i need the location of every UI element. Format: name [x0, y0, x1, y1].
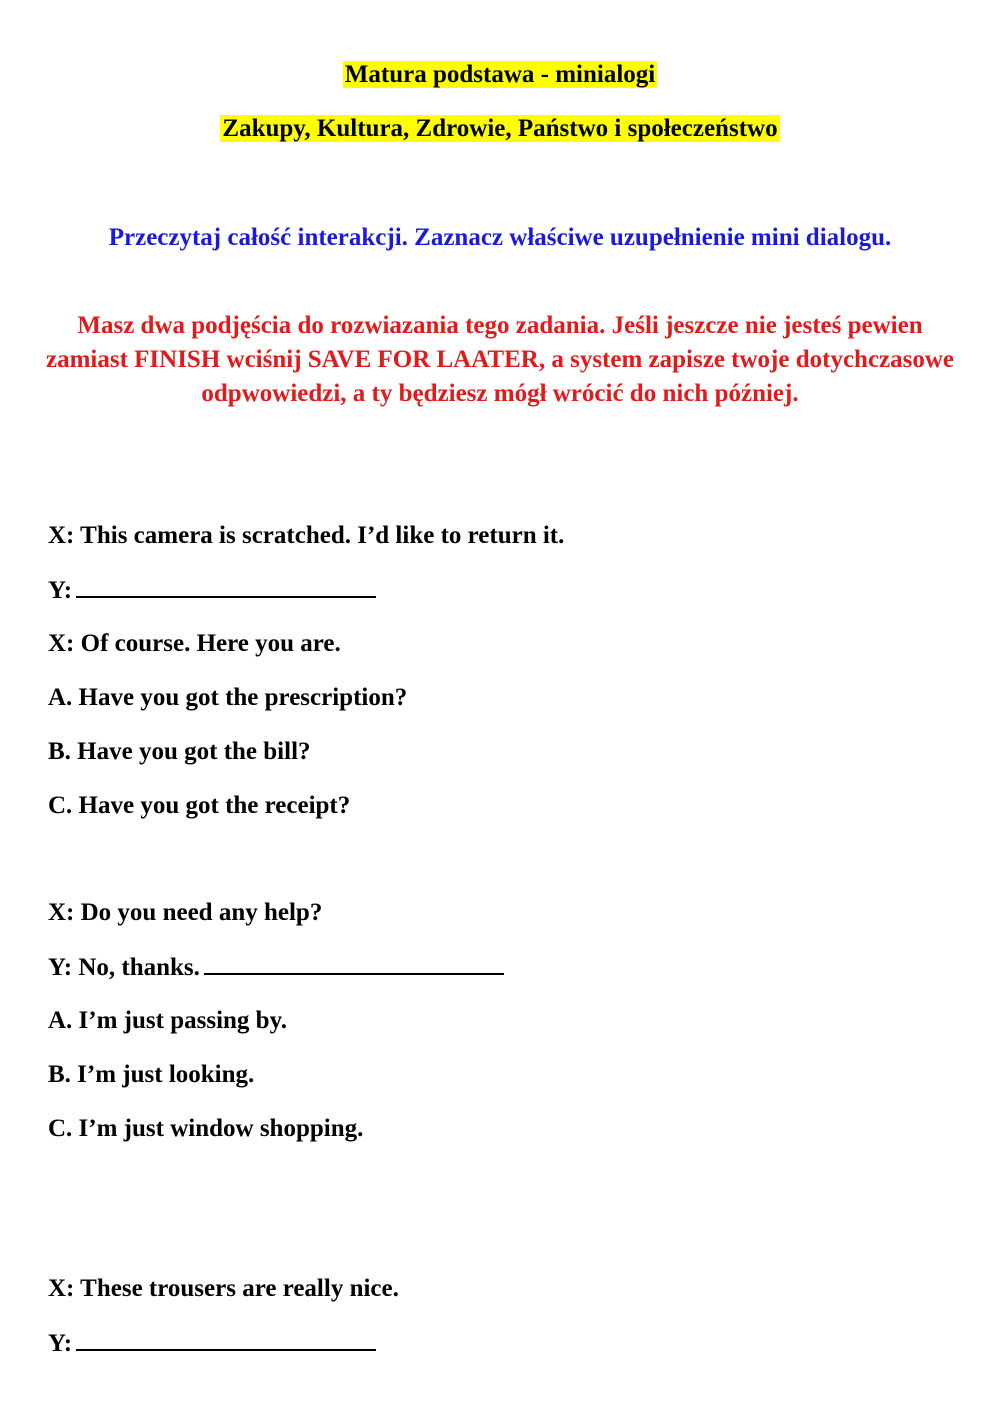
dialogue-2-blank[interactable]: [204, 951, 504, 975]
dialogue-1-option-b[interactable]: B. Have you got the bill?: [48, 738, 311, 765]
dialogue-1-line-3: X: Of course. Here you are.: [48, 630, 341, 657]
dialogue-2-speaker-y: Y: No, thanks.: [48, 954, 200, 981]
dialogue-1-blank[interactable]: [76, 574, 376, 598]
dialogue-3-line-2: [48, 1327, 376, 1360]
dialogue-2-option-a[interactable]: A. I’m just passing by.: [48, 1007, 287, 1034]
instruction-blue: Przeczytaj całość interakcji. Zaznacz właściwe uzupełnienie mini dialogu.: [108, 224, 892, 251]
dialogue-1-line-2: [48, 574, 376, 607]
dialogue-3-line-1: X: These trousers are really nice.: [48, 1275, 399, 1302]
dialogue-3-speaker-y: Y:: [48, 1330, 73, 1357]
dialogue-1-option-a[interactable]: A. Have you got the prescription?: [48, 684, 408, 711]
dialogue-2-line-2: [48, 951, 504, 984]
worksheet-subtitle: [0, 113, 1000, 145]
dialogue-3-blank[interactable]: [76, 1327, 376, 1351]
title-highlight: Matura podstawa - minialogi: [344, 61, 656, 88]
subtitle-highlight: Zakupy, Kultura, Zdrowie, Państwo i społeczeństwo: [222, 115, 778, 142]
dialogue-1-option-c[interactable]: C. Have you got the receipt?: [48, 792, 351, 819]
instruction-red: Masz dwa podjęścia do rozwiazania tego zadania. Jeśli jeszcze nie jesteś pewien zamiast FINISH wciśnij SAVE FOR LAATER, a system zapisze twoje dotychczasowe odpwowiedzi, a ty będziesz mógł wrócić do nich później.: [45, 312, 955, 407]
dialogue-1-line-1: X: This camera is scratched. I’d like to return it.: [48, 522, 565, 549]
dialogue-2-option-b[interactable]: B. I’m just looking.: [48, 1061, 255, 1088]
dialogue-2-line-1: X: Do you need any help?: [48, 899, 323, 926]
dialogue-2-option-c[interactable]: C. I’m just window shopping.: [48, 1115, 364, 1142]
worksheet-title: [0, 59, 1000, 91]
dialogue-1-speaker-y: Y:: [48, 577, 73, 604]
